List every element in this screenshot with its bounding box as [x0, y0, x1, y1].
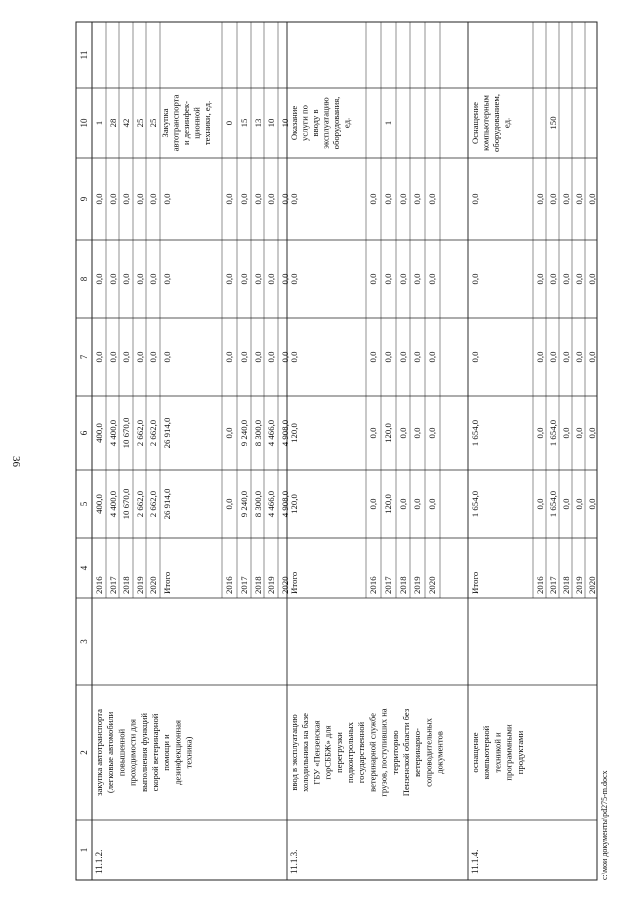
item-code: 11.1.2.	[94, 849, 104, 874]
value-cell: 120,0	[289, 494, 299, 514]
value-cell: 1 654,0	[548, 490, 558, 518]
year-cell: 2016	[94, 576, 104, 594]
value-cell: 0,0	[266, 273, 276, 285]
value-cell: 0,0	[412, 427, 422, 439]
year-cell: 2018	[121, 576, 131, 594]
value-cell: 0,0	[587, 193, 597, 205]
value-cell: 0,0	[412, 498, 422, 510]
column-number-header: 1	[79, 847, 89, 853]
value-cell: 0,0	[412, 273, 422, 285]
value-cell: 0,0	[148, 351, 158, 363]
value-cell: 0,0	[574, 498, 584, 510]
item-description-line: грузов, поступивших на	[378, 708, 389, 797]
value-cell: 0,0	[280, 193, 290, 205]
item-description-line: документов	[434, 731, 445, 774]
indicator-value-cell: 10	[266, 118, 276, 128]
value-cell: 0,0	[224, 427, 234, 439]
item-description-line: Пензенской области без	[401, 708, 411, 797]
year-cell: 2019	[574, 576, 584, 594]
value-cell: 0,0	[398, 427, 408, 439]
value-cell: 120,0	[383, 494, 393, 514]
value-cell: 0,0	[398, 351, 408, 363]
value-cell: 0,0	[135, 273, 145, 285]
value-cell: 0,0	[239, 193, 249, 205]
value-cell: 0,0	[398, 498, 408, 510]
value-cell: 0,0	[148, 193, 158, 205]
value-cell: 0,0	[94, 273, 104, 285]
indicator-value-cell: 1	[94, 120, 104, 126]
value-cell: 0,0	[162, 351, 172, 363]
value-cell: 0,0	[561, 427, 571, 439]
value-cell: 0,0	[561, 193, 571, 205]
value-cell: 4 908,0	[280, 490, 290, 518]
value-cell: 400,0	[94, 423, 104, 443]
item-description-line: помощи и	[161, 734, 172, 771]
value-cell: 0,0	[587, 273, 597, 285]
value-cell: 400,0	[94, 494, 104, 514]
value-cell: 0,0	[561, 273, 571, 285]
value-cell: 0,0	[253, 273, 263, 285]
column-number-header: 5	[79, 501, 89, 507]
value-cell: 0,0	[253, 351, 263, 363]
indicator-line: техники, ед.	[202, 100, 212, 146]
item-description-line: оснащение	[470, 732, 480, 773]
value-cell: 0,0	[121, 351, 131, 363]
value-cell: 0,0	[224, 273, 234, 285]
value-cell: 0,0	[266, 193, 276, 205]
value-cell: 0,0	[535, 498, 545, 510]
item-description-line: государственной	[356, 721, 367, 784]
value-cell: 0,0	[427, 351, 437, 363]
value-cell: 120,0	[383, 423, 393, 443]
value-cell: 0,0	[289, 351, 299, 363]
value-cell: 8 300,0	[253, 490, 263, 518]
value-cell: 0,0	[427, 273, 437, 285]
value-cell: 0,0	[427, 427, 437, 439]
page-number: 36	[10, 456, 22, 467]
item-description-line: повышенной	[116, 728, 127, 777]
indicator-value-cell: 150	[548, 116, 558, 130]
item-description-line: холодильника на базе	[300, 713, 311, 792]
year-cell: 2018	[398, 576, 408, 594]
value-cell: 0,0	[162, 273, 172, 285]
value-cell: 0,0	[383, 351, 393, 363]
year-cell: 2020	[587, 576, 597, 594]
indicator-value-cell: 0	[224, 120, 234, 126]
value-cell: 0,0	[253, 193, 263, 205]
item-description-line: компьютерной	[481, 725, 492, 780]
value-cell: 0,0	[383, 193, 393, 205]
item-description-line: продуктами	[514, 730, 525, 775]
column-number-header: 8	[79, 276, 89, 282]
value-cell: 0,0	[548, 193, 558, 205]
value-cell: 0,0	[587, 498, 597, 510]
value-cell: 2 662,0	[135, 490, 145, 518]
year-cell: 2020	[148, 576, 158, 594]
value-cell: 0,0	[535, 427, 545, 439]
indicator-line: Оснащение	[470, 102, 480, 144]
value-cell: 0,0	[266, 351, 276, 363]
year-cell: 2019	[412, 576, 422, 594]
value-cell: 0,0	[94, 193, 104, 205]
item-description-line: ввод в эксплуатацию	[289, 714, 299, 791]
year-cell: Итого	[289, 571, 299, 594]
value-cell: 0,0	[280, 351, 290, 363]
value-cell: 10 670,0	[121, 417, 131, 449]
year-cell: 2018	[253, 576, 263, 594]
value-cell: 0,0	[289, 273, 299, 285]
value-cell: 0,0	[574, 427, 584, 439]
indicator-line: ед.	[501, 117, 512, 129]
indicator-line: оборудования,	[331, 96, 341, 150]
value-cell: 0,0	[412, 193, 422, 205]
indicator-value-cell: 28	[108, 118, 118, 128]
value-cell: 26 914,0	[162, 417, 172, 449]
value-cell: 0,0	[368, 351, 378, 363]
value-cell: 4 908,0	[280, 419, 290, 447]
value-cell: 2 662,0	[148, 419, 158, 447]
value-cell: 0,0	[398, 273, 408, 285]
value-cell: 0,0	[289, 193, 299, 205]
column-number-header: 7	[79, 354, 89, 360]
value-cell: 0,0	[94, 351, 104, 363]
item-description-line: ГБУ «Пензенская	[311, 720, 322, 785]
value-cell: 120,0	[289, 423, 299, 443]
column-number-header: 10	[79, 118, 89, 128]
column-number-header: 4	[79, 565, 89, 571]
value-cell: 0,0	[368, 498, 378, 510]
value-cell: 0,0	[135, 193, 145, 205]
value-cell: 1 654,0	[548, 419, 558, 447]
indicator-line: вводу в	[310, 109, 320, 137]
value-cell: 9 240,0	[239, 419, 249, 447]
year-cell: 2016	[535, 576, 545, 594]
item-code: 11.1.3.	[289, 849, 299, 874]
item-description-line: проходимости для	[127, 719, 138, 786]
footer-file-path: c:\мои документы\pd275-m.docx	[600, 770, 609, 880]
year-cell: 2020	[280, 576, 290, 594]
year-cell: 2017	[239, 576, 249, 594]
value-cell: 4 400,0	[108, 419, 118, 447]
item-description-line: техникой и	[492, 732, 503, 773]
item-description-line: подконтрольных	[345, 722, 355, 783]
value-cell: 0,0	[121, 273, 131, 285]
value-cell: 0,0	[148, 273, 158, 285]
column-number-header: 9	[79, 196, 89, 202]
value-cell: 4 466,0	[266, 419, 276, 447]
value-cell: 0,0	[239, 351, 249, 363]
indicator-value-cell: 15	[239, 118, 249, 128]
value-cell: 0,0	[108, 351, 118, 363]
indicator-value-cell: 42	[121, 118, 131, 128]
item-description-line: скорой ветеринарной	[150, 713, 160, 792]
value-cell: 0,0	[108, 273, 118, 285]
indicator-value-cell: 13	[253, 118, 263, 128]
item-description-line: ветеринарной службе	[367, 713, 378, 792]
value-cell: 8 300,0	[253, 419, 263, 447]
value-cell: 0,0	[587, 351, 597, 363]
column-number-header: 11	[79, 50, 89, 60]
indicator-line: ед.	[341, 117, 352, 129]
value-cell: 0,0	[368, 273, 378, 285]
year-cell: 2019	[135, 576, 145, 594]
value-cell: 10 670,0	[121, 488, 131, 520]
item-description-line: выполнения функций	[138, 713, 149, 792]
item-description-line: сопроводительных	[423, 718, 434, 787]
item-description-line: территорию	[389, 730, 400, 775]
value-cell: 0,0	[470, 193, 480, 205]
year-cell: Итого	[162, 571, 172, 594]
item-description-line: перегрузки	[333, 732, 344, 773]
value-cell: 0,0	[280, 273, 290, 285]
indicator-line: Оказание	[289, 105, 299, 141]
value-cell: 0,0	[535, 273, 545, 285]
indicator-line: и дезинфек-	[181, 100, 191, 146]
value-cell: 0,0	[427, 498, 437, 510]
column-number-header: 2	[79, 750, 89, 755]
indicator-line: автотранспорта	[170, 94, 181, 152]
value-cell: 0,0	[398, 193, 408, 205]
value-cell: 0,0	[224, 498, 234, 510]
value-cell: 2 662,0	[148, 490, 158, 518]
item-description-line: ветеринарно-	[412, 728, 423, 777]
value-cell: 0,0	[368, 193, 378, 205]
value-cell: 0,0	[239, 273, 249, 285]
value-cell: 2 662,0	[135, 419, 145, 447]
value-cell: 0,0	[108, 193, 118, 205]
indicator-value-cell: 25	[135, 118, 145, 128]
value-cell: 0,0	[162, 193, 172, 205]
value-cell: 0,0	[574, 351, 584, 363]
value-cell: 0,0	[535, 351, 545, 363]
column-number-header: 3	[79, 639, 89, 644]
indicator-line: оборудованием,	[491, 94, 501, 152]
indicator-line: услуги по	[299, 105, 310, 141]
year-cell: 2017	[548, 576, 558, 594]
value-cell: 0,0	[121, 193, 131, 205]
value-cell: 0,0	[383, 273, 393, 285]
indicator-line: компьютерным	[480, 95, 491, 151]
item-description-line: дезинфекционная	[172, 720, 183, 785]
year-cell: 2016	[368, 576, 378, 594]
year-cell: 2017	[108, 576, 118, 594]
value-cell: 1 654,0	[470, 419, 480, 447]
year-cell: 2019	[266, 576, 276, 594]
value-cell: 0,0	[587, 427, 597, 439]
item-description-line: (легковые автомобили	[105, 711, 116, 794]
indicator-line: Закупка	[160, 108, 170, 138]
year-cell: 2018	[561, 576, 571, 594]
value-cell: 0,0	[470, 351, 480, 363]
value-cell: 0,0	[224, 193, 234, 205]
value-cell: 0,0	[224, 351, 234, 363]
value-cell: 0,0	[470, 273, 480, 285]
year-cell: 2020	[427, 576, 437, 594]
value-cell: 0,0	[427, 193, 437, 205]
value-cell: 0,0	[535, 193, 545, 205]
value-cell: 26 914,0	[162, 488, 172, 520]
indicator-value-cell: 25	[148, 118, 158, 128]
year-cell: Итого	[470, 571, 480, 594]
value-cell: 0,0	[561, 351, 571, 363]
value-cell: 0,0	[135, 351, 145, 363]
value-cell: 9 240,0	[239, 490, 249, 518]
indicator-value-cell: 1	[383, 120, 393, 126]
column-number-header: 6	[79, 430, 89, 436]
value-cell: 0,0	[368, 427, 378, 439]
indicator-value-cell: 10	[280, 118, 290, 128]
value-cell: 0,0	[561, 498, 571, 510]
value-cell: 0,0	[548, 351, 558, 363]
value-cell: 4 466,0	[266, 490, 276, 518]
item-description-line: закупка автотранспорта	[94, 709, 104, 796]
item-description-line: техника)	[183, 736, 194, 769]
value-cell: 4 400,0	[108, 490, 118, 518]
item-description-line: горСББЖ» для	[322, 725, 333, 780]
item-description-line: программными	[503, 724, 514, 781]
year-cell: 2016	[224, 576, 234, 594]
item-code: 11.1.4.	[470, 849, 480, 874]
indicator-line: эксплуатацию	[320, 97, 331, 149]
value-cell: 0,0	[548, 273, 558, 285]
indicator-line: ционной	[191, 107, 202, 139]
value-cell: 0,0	[574, 193, 584, 205]
year-cell: 2017	[383, 576, 393, 594]
value-cell: 1 654,0	[470, 490, 480, 518]
value-cell: 0,0	[574, 273, 584, 285]
value-cell: 0,0	[412, 351, 422, 363]
